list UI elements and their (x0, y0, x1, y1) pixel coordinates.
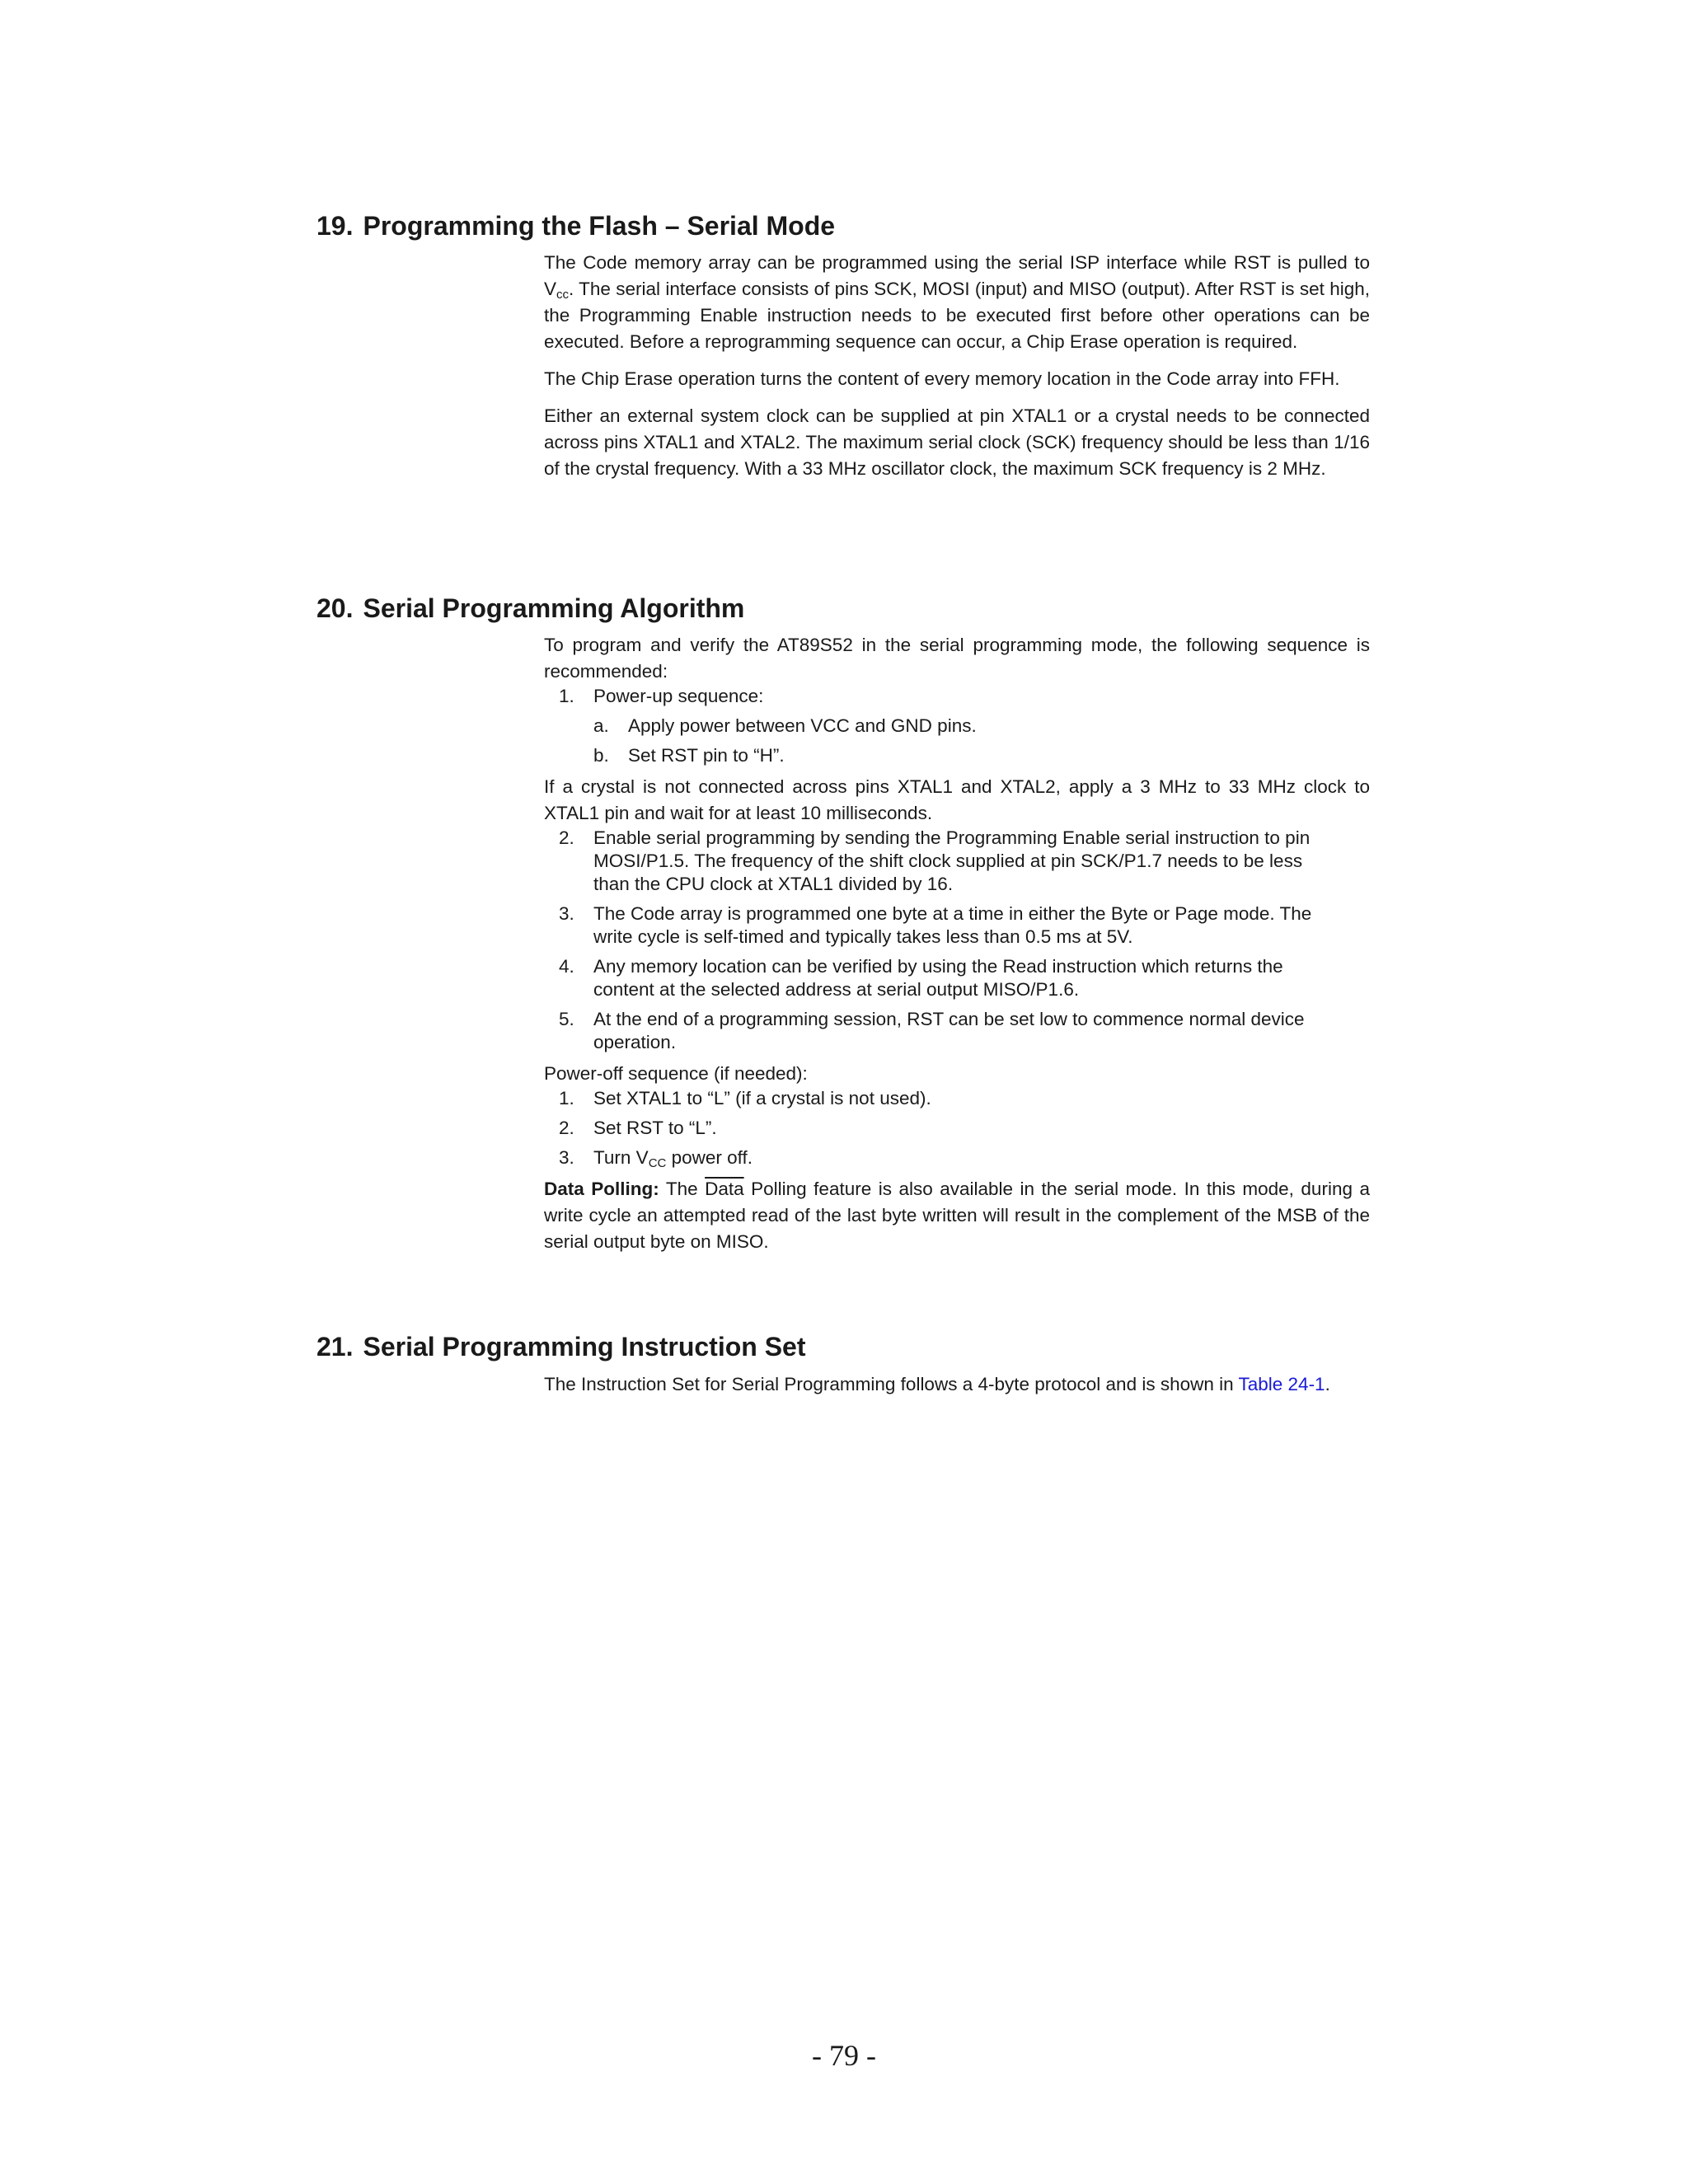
section-heading-21 (316, 1330, 805, 1363)
section-title: Programming the Flash – Serial Mode (363, 211, 836, 241)
list-item (544, 1087, 1370, 1110)
overline-text: Data (705, 1179, 744, 1199)
list-item-text: Power-up sequence: (593, 686, 764, 706)
list-item (544, 685, 1370, 708)
step-list-main (544, 827, 1370, 1054)
paragraph-poweroff-label: Power-off sequence (if needed): (544, 1063, 808, 1084)
text-run: The Instruction Set for Serial Programming follows a 4-byte protocol and is shown in (544, 1374, 1239, 1394)
text-run: . (1325, 1374, 1330, 1394)
list-marker: 1. (559, 686, 574, 706)
list-item (544, 744, 1370, 767)
paragraph-chip-erase: The Chip Erase operation turns the content of every memory location in the Code array into FFH. (544, 368, 1340, 389)
list-marker: 2. (559, 827, 574, 848)
list-item (544, 715, 1370, 738)
section-title: Serial Programming Instruction Set (363, 1332, 806, 1361)
list-item-text: Set RST to “L”. (593, 1118, 717, 1138)
paragraph-instruction-set (544, 1371, 1370, 1398)
substep-list (544, 715, 1370, 767)
list-item-text: Set XTAL1 to “L” (if a crystal is not used). (593, 1088, 931, 1108)
subscript: cc (556, 288, 570, 302)
list-marker: b. (593, 745, 609, 766)
paragraph-isp-intro (544, 250, 1370, 355)
step-list-powerup (544, 685, 1370, 708)
list-item (544, 1117, 1370, 1140)
text-run: . The serial interface consists of pins SCK, MOSI (input) and MISO (output). After RST is set high, the Programming Enable instruction needs to be executed first before other operations can be executed. Before a reprogramming sequence can occur, a Chip Erase operation is required. (544, 279, 1370, 352)
section-number: 19. (316, 211, 354, 241)
text-run: The (659, 1179, 706, 1199)
list-marker: 1. (559, 1088, 574, 1108)
section-number: 21. (316, 1332, 354, 1361)
list-item (544, 827, 1343, 896)
list-item-text: Apply power between VCC and GND pins. (628, 715, 977, 736)
list-marker: 5. (559, 1009, 574, 1029)
list-item-text: Set RST pin to “H”. (628, 745, 785, 766)
list-item-text: At the end of a programming session, RST can be set low to commence normal device operation. (593, 1009, 1305, 1052)
list-marker: a. (593, 715, 609, 736)
text-run: Turn V (593, 1147, 649, 1168)
list-item-text: Any memory location can be verified by using the Read instruction which returns the content at the selected address at serial output MISO/P1.6. (593, 956, 1283, 1000)
paragraph-crystal-note: If a crystal is not connected across pins XTAL1 and XTAL2, apply a 3 MHz to 33 MHz clock to XTAL1 pin and wait for at least 10 milliseconds. (544, 776, 1370, 823)
paragraph-data-polling (544, 1176, 1370, 1255)
polling-label: Data Polling: (544, 1179, 659, 1199)
section-body-19 (544, 250, 1370, 482)
text-run: Polling feature is also available in the serial mode. In this mode, during a write cycle an attempted read of the last byte written will result in the complement of the MSB of the serial output byte on MISO. (544, 1179, 1370, 1252)
text-run: power off. (666, 1147, 753, 1168)
list-marker: 2. (559, 1118, 574, 1138)
list-marker: 3. (559, 903, 574, 924)
paragraph-clock: Either an external system clock can be supplied at pin XTAL1 or a crystal needs to be connected across pins XTAL1 and XTAL2. The maximum serial clock (SCK) frequency should be less than 1/16 of the crystal frequency. With a 33 MHz oscillator clock, the maximum SCK frequency is 2 MHz. (544, 405, 1370, 479)
subscript: CC (648, 1156, 667, 1170)
page-number: - 79 - (812, 2039, 876, 2072)
section-title: Serial Programming Algorithm (363, 593, 745, 623)
section-body-21 (544, 1371, 1370, 1398)
step-list-poweroff (544, 1087, 1370, 1169)
section-number: 20. (316, 593, 354, 623)
list-marker: 4. (559, 956, 574, 977)
list-item (544, 955, 1343, 1001)
section-heading-19 (316, 209, 835, 242)
list-item (544, 1146, 1370, 1169)
table-reference-link[interactable]: Table 24-1 (1238, 1374, 1325, 1394)
list-item-text (593, 1147, 753, 1168)
list-marker: 3. (559, 1147, 574, 1168)
list-item-text: The Code array is programmed one byte at a time in either the Byte or Page mode. The write cycle is self-timed and typically takes less than 0.5 ms at 5V. (593, 903, 1312, 947)
list-item (544, 1008, 1343, 1054)
list-item (544, 902, 1343, 949)
text-run: The Code memory array can be programmed using the serial ISP interface while RST is pulled to V (544, 252, 1370, 299)
paragraph-algorithm-intro: To program and verify the AT89S52 in the serial programming mode, the following sequence is recommended: (544, 635, 1370, 682)
list-item-text: Enable serial programming by sending the Programming Enable serial instruction to pin MOSI/P1.5. The frequency of the shift clock supplied at pin SCK/P1.7 needs to be less than the CPU clock at XTAL1 divided by 16. (593, 827, 1311, 894)
section-body-20 (544, 632, 1370, 1255)
section-heading-20 (316, 592, 744, 625)
